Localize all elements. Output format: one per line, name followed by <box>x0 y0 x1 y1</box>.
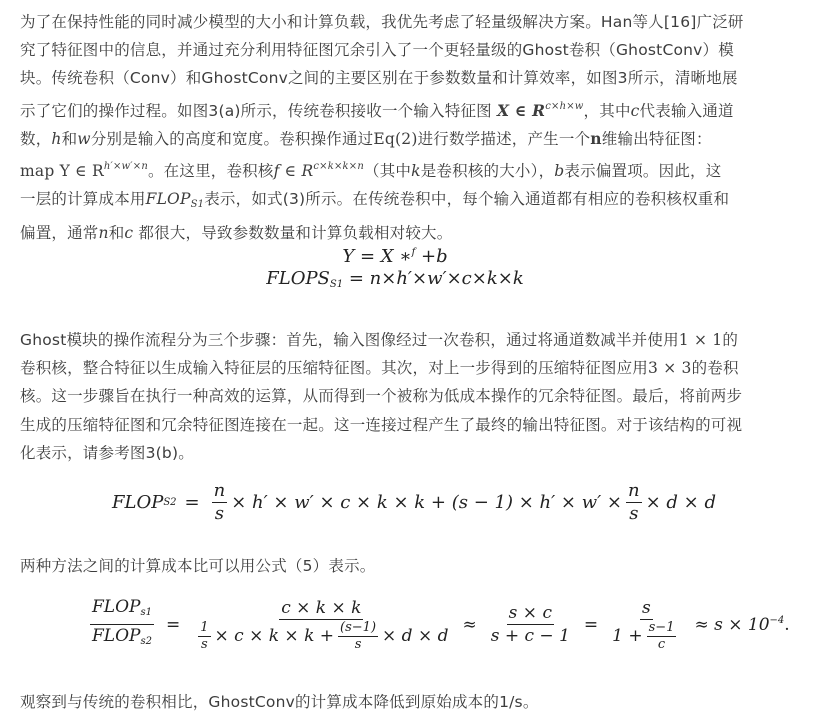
frac-num: c × k × k <box>281 597 362 618</box>
math-expr: FLOPS <box>266 268 330 289</box>
math-sub: s1 <box>140 607 152 618</box>
math-inline: Eq(2) <box>373 129 418 148</box>
math-expr: × d × d <box>382 626 449 646</box>
text-span: 是卷积核的大小）， <box>420 162 555 181</box>
frac-den: c <box>657 636 666 652</box>
frac-den <box>192 620 450 653</box>
equation-3 <box>0 266 790 298</box>
frac-den <box>610 620 682 653</box>
frac-num <box>90 596 154 625</box>
text-span: 和 <box>108 224 125 243</box>
math-inline: f ∈ R <box>273 162 314 181</box>
fraction <box>212 480 228 525</box>
math-expr: × c × k × k + <box>214 626 335 646</box>
text-line: 块。传统卷积（Conv）和GhostConv之间的主要区别在于参数数量和计算效率，如图3所示，清晰地展 <box>20 69 738 88</box>
text-span: 表示偏置项。因此，这 <box>564 162 722 181</box>
math-inline: n <box>590 128 602 148</box>
frac-den: s <box>629 503 639 524</box>
fraction <box>192 597 450 653</box>
math-expr: 1 + <box>612 626 643 646</box>
equation-5 <box>86 596 798 653</box>
text-span: 一层的计算成本用 <box>20 190 146 209</box>
paragraph-2-wrap <box>20 326 810 467</box>
fraction <box>610 597 682 653</box>
text-line: 究了特征图中的信息，并通过充分利用特征图冗余引入了一个更轻量级的Ghost卷积（GhostConv）模 <box>20 41 734 60</box>
frac-num: s−1 <box>648 619 675 635</box>
math-sup: c×h×w <box>545 100 584 112</box>
text-line: 为了在保持性能的同时减少模型的大小和计算负载，我优先考虑了轻量级解决方案。Han等人[16]广泛研 <box>20 13 744 31</box>
fraction <box>489 602 572 647</box>
math-inline: c <box>630 101 640 120</box>
frac-den: s <box>201 636 208 652</box>
math-inline: 3 × 3 <box>648 359 692 378</box>
math-sub: S2 <box>163 497 177 508</box>
paragraph-4: 观察到与传统的卷积相比，GhostConv的计算成本降低到原始成本的1/s。 <box>20 693 539 711</box>
text-span: 的 <box>722 331 739 349</box>
math-inline: c <box>124 224 134 243</box>
text-span: Ghost模块的操作流程分为三个步骤：首先，输入图像经过一次卷积，通过将通道数减半并使用 <box>20 331 679 349</box>
math-inline: n <box>98 224 109 243</box>
text-span: 和 <box>61 129 78 148</box>
frac-num: (s−1) <box>340 619 377 635</box>
document-body <box>20 8 810 248</box>
math-sup: h′×w′×n <box>103 161 148 173</box>
fraction <box>198 620 210 653</box>
math-sup: f <box>411 247 416 258</box>
text-span: 都很大，导致参数数量和计算负载相对较大。 <box>133 224 453 243</box>
math-expr: FLOP <box>92 597 141 617</box>
math-inline: X ∈ R <box>497 100 546 120</box>
frac-den: s <box>214 503 225 524</box>
text-span: ，其中 <box>583 101 631 120</box>
text-span: 进行数学描述，产生一个 <box>417 129 591 148</box>
math-inline: k <box>411 162 421 181</box>
frac-den <box>90 625 154 653</box>
text-span: （其中 <box>364 162 412 181</box>
math-inline: FLOP <box>145 190 191 209</box>
paragraph-3-wrap <box>20 552 810 580</box>
paragraph-2 <box>20 326 810 467</box>
frac-num: n <box>628 480 640 501</box>
frac-num: n <box>213 480 226 501</box>
text-span: 数， <box>20 129 52 148</box>
math-op: = <box>165 614 181 635</box>
frac-den: s <box>354 636 362 652</box>
fraction <box>90 596 154 653</box>
frac-num: 1 <box>200 619 209 635</box>
fraction <box>647 620 677 653</box>
text-line: 示了它们的操作过程。如图3(a)所示，传统卷积接收一个输入特征图 <box>20 101 492 120</box>
text-span: 代表输入通道 <box>639 101 734 120</box>
math-approx <box>694 615 789 635</box>
math-expr: ≈ s × 10 <box>694 614 770 635</box>
math-sub: S1 <box>190 199 205 211</box>
text-span: 卷积核，整合特征以生成输入特征层的压缩特征图。其次，对上一步得到的压缩特征图应用 <box>20 359 649 378</box>
math-inline: b <box>554 162 565 181</box>
text-span: 维输出特征图： <box>601 129 712 148</box>
fraction <box>338 620 378 653</box>
math-expr: × h′ × w′ × c × k × k + (s − 1) × h′ × w′ × <box>231 492 623 513</box>
paragraph-1 <box>20 8 810 248</box>
math-sub: s2 <box>140 636 152 647</box>
math-op: ≈ <box>462 614 477 635</box>
math-op: = <box>583 614 599 635</box>
math-sup: c×k×k×n <box>313 161 365 173</box>
text-span: 偏置，通常 <box>20 224 99 243</box>
math-op: = <box>184 492 200 513</box>
text-line: 核。这一步骤旨在执行一种高效的运算，从而得到一个被称为低成本操作的冗余特征图。最后，将前两步 <box>20 387 743 406</box>
fraction <box>626 480 642 525</box>
equation-4 <box>112 480 716 525</box>
frac-num: s <box>641 597 651 618</box>
math-expr: Y = X ∗ <box>342 246 412 267</box>
math-expr: FLOP <box>112 492 164 513</box>
math-expr: = n×h′×w′×c×k×k <box>343 268 524 289</box>
text-span: 的卷积 <box>691 359 739 378</box>
math-sup: −4 <box>769 614 785 626</box>
math-inline: map Y ∈ R <box>20 162 104 181</box>
frac-den: s + c − 1 <box>490 626 570 646</box>
text-span: 分别是输入的高度和宽度。卷积操作通过 <box>90 129 374 148</box>
text-line: 生成的压缩特征图和冗余特征图连接在一起。这一连接过程产生了最终的输出特征图。对于该结构的可视 <box>20 415 743 434</box>
math-expr: +b <box>415 246 448 267</box>
frac-num: s × c <box>508 603 552 623</box>
math-expr: × d × d <box>645 492 716 513</box>
math-inline: w <box>77 129 91 148</box>
text-line: 化表示，请参考图3(b)。 <box>20 443 194 462</box>
math-sub: S1 <box>329 279 344 290</box>
text-span: 表示，如式(3)所示。在传统卷积中，每个输入通道都有相应的卷积核权重和 <box>204 190 730 209</box>
paragraph-3: 两种方法之间的计算成本比可以用公式（5）表示。 <box>20 557 376 575</box>
math-inline: 1 × 1 <box>678 331 723 349</box>
math-expr: . <box>784 614 790 635</box>
math-inline: h <box>51 129 62 148</box>
text-span: 。在这里，卷积核 <box>147 162 274 181</box>
math-expr: FLOP <box>92 626 141 646</box>
